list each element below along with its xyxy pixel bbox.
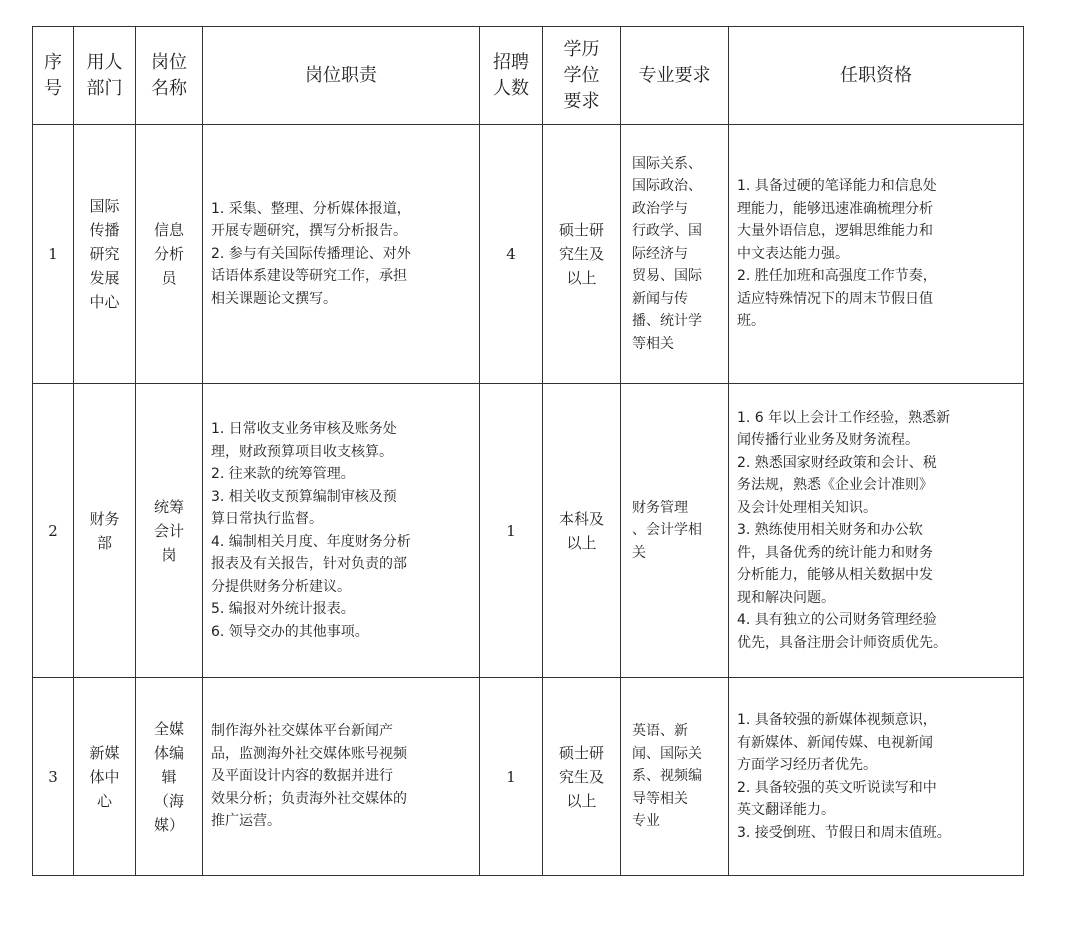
header-count: 招聘 人数	[480, 27, 543, 125]
cell-seq: 3	[33, 678, 74, 876]
header-major: 专业要求	[621, 27, 729, 125]
cell-major: 财务管理 、会计学相 关	[621, 384, 729, 678]
cell-dept: 财务 部	[74, 384, 136, 678]
cell-major: 国际关系、 国际政治、 政治学与 行政学、国 际经济与 贸易、国际 新闻与传 播、统计学 等相关	[621, 125, 729, 384]
cell-qual: 1. 具备较强的新媒体视频意识， 有新媒体、新闻传媒、电视新闻 方面学习经历者优先。 2. 具备较强的英文听说读写和中 英文翻译能力。 3. 接受倒班、节假日和周末值班。	[729, 678, 1024, 876]
cell-post: 全媒 体编 辑 （海 媒）	[136, 678, 203, 876]
cell-edu: 硕士研 究生及 以上	[543, 125, 621, 384]
cell-edu: 本科及 以上	[543, 384, 621, 678]
cell-dept: 国际 传播 研究 发展 中心	[74, 125, 136, 384]
recruitment-table	[32, 26, 1024, 876]
header-post: 岗位 名称	[136, 27, 203, 125]
table-row	[33, 384, 1024, 678]
cell-seq: 2	[33, 384, 74, 678]
table-row	[33, 125, 1024, 384]
header-dept: 用人 部门	[74, 27, 136, 125]
cell-qual: 1. 具备过硬的笔译能力和信息处 理能力，能够迅速准确梳理分析 大量外语信息，逻辑思维能力和 中文表达能力强。 2. 胜任加班和高强度工作节奏， 适应特殊情况下的周末节假日值 班。	[729, 125, 1024, 384]
header-row	[33, 27, 1024, 125]
table-row	[33, 678, 1024, 876]
cell-dept: 新媒 体中 心	[74, 678, 136, 876]
cell-count: 4	[480, 125, 543, 384]
cell-edu: 硕士研 究生及 以上	[543, 678, 621, 876]
cell-post: 信息 分析 员	[136, 125, 203, 384]
cell-seq: 1	[33, 125, 74, 384]
header-seq: 序 号	[33, 27, 74, 125]
cell-major: 英语、新 闻、国际关 系、视频编 导等相关 专业	[621, 678, 729, 876]
cell-duty: 1. 日常收支业务审核及账务处 理，财政预算项目收支核算。 2. 往来款的统筹管理。 3. 相关收支预算编制审核及预 算日常执行监督。 4. 编制相关月度、年度财务分析 报表及有关报告，针对负责的部 分提供财务分析建议。 5. 编报对外统计报表。 6. 领导交办的其他事项。	[203, 384, 480, 678]
cell-count: 1	[480, 678, 543, 876]
cell-post: 统筹 会计 岗	[136, 384, 203, 678]
header-edu: 学历 学位 要求	[543, 27, 621, 125]
cell-count: 1	[480, 384, 543, 678]
cell-duty: 制作海外社交媒体平台新闻产 品，监测海外社交媒体账号视频 及平面设计内容的数据并进行 效果分析；负责海外社交媒体的 推广运营。	[203, 678, 480, 876]
cell-qual: 1. 6 年以上会计工作经验，熟悉新 闻传播行业业务及财务流程。 2. 熟悉国家财经政策和会计、税 务法规，熟悉《企业会计准则》 及会计处理相关知识。 3. 熟练使用相关财务和办公软 件，具备优秀的统计能力和财务 分析能力，能够从相关数据中发 现和解决问题。 4. 具有独立的公司财务管理经验 优先，具备注册会计师资质优先。	[729, 384, 1024, 678]
cell-duty: 1. 采集、整理、分析媒体报道， 开展专题研究，撰写分析报告。 2. 参与有关国际传播理论、对外 话语体系建设等研究工作，承担 相关课题论文撰写。	[203, 125, 480, 384]
header-duty: 岗位职责	[203, 27, 480, 125]
header-qual: 任职资格	[729, 27, 1024, 125]
